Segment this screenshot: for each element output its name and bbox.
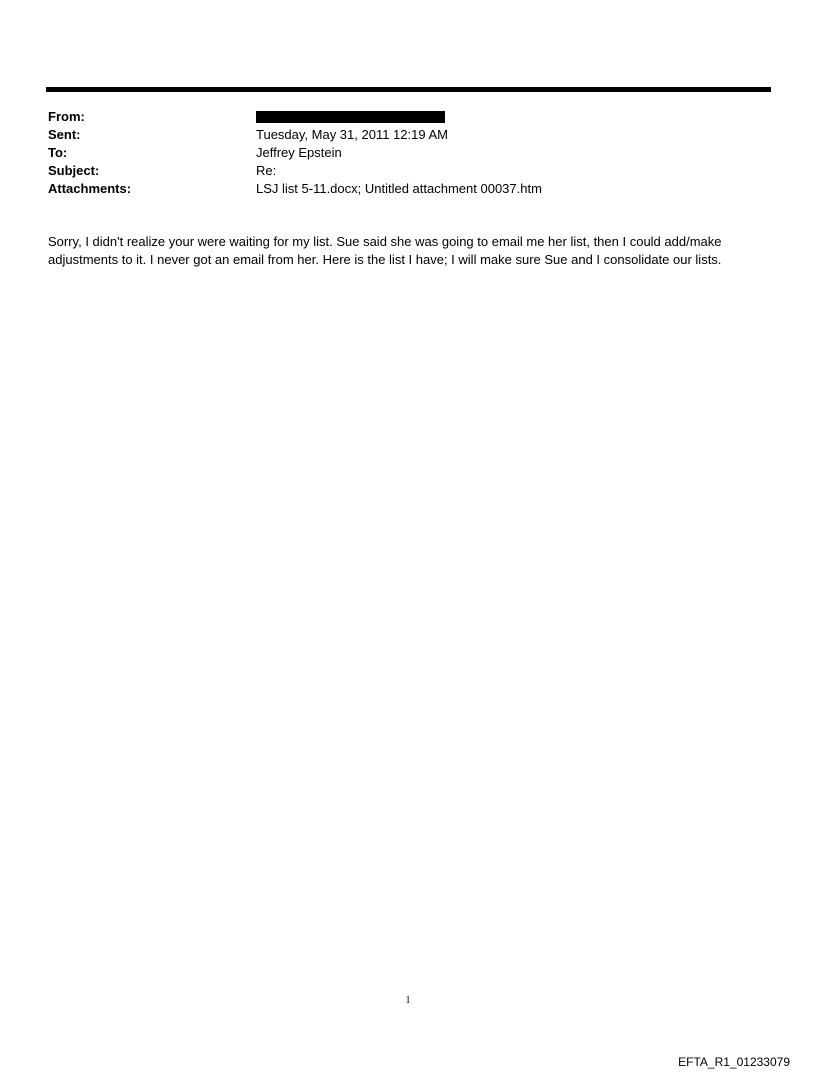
sent-row: [48, 126, 768, 144]
document-id: EFTA_R1_01233079: [678, 1055, 790, 1069]
page-number: 1: [405, 995, 411, 1006]
redaction-bar: [256, 111, 445, 123]
from-value: [256, 108, 768, 126]
header-divider: [46, 87, 771, 92]
to-label: To:: [48, 145, 68, 160]
sent-value: Tuesday, May 31, 2011 12:19 AM: [256, 127, 448, 142]
from-row: [48, 108, 768, 126]
email-body: Sorry, I didn't realize your were waiting for my list. Sue said she was going to email me her list, then I could add/make adjustments to it. I never got an email from her. Here is the list I have; I will make sure Sue and I consolidate our lists.: [48, 234, 722, 267]
from-label: From:: [48, 109, 85, 124]
to-value: Jeffrey Epstein: [256, 145, 342, 160]
attachments-value: LSJ list 5-11.docx; Untitled attachment 00037.htm: [256, 181, 542, 196]
email-header: [48, 108, 768, 198]
to-row: [48, 144, 768, 162]
subject-label: Subject:: [48, 163, 100, 178]
attachments-row: [48, 180, 768, 198]
subject-value: Re:: [256, 163, 277, 178]
sent-label: Sent:: [48, 127, 81, 142]
attachments-label: Attachments:: [48, 181, 132, 196]
subject-row: [48, 162, 768, 180]
